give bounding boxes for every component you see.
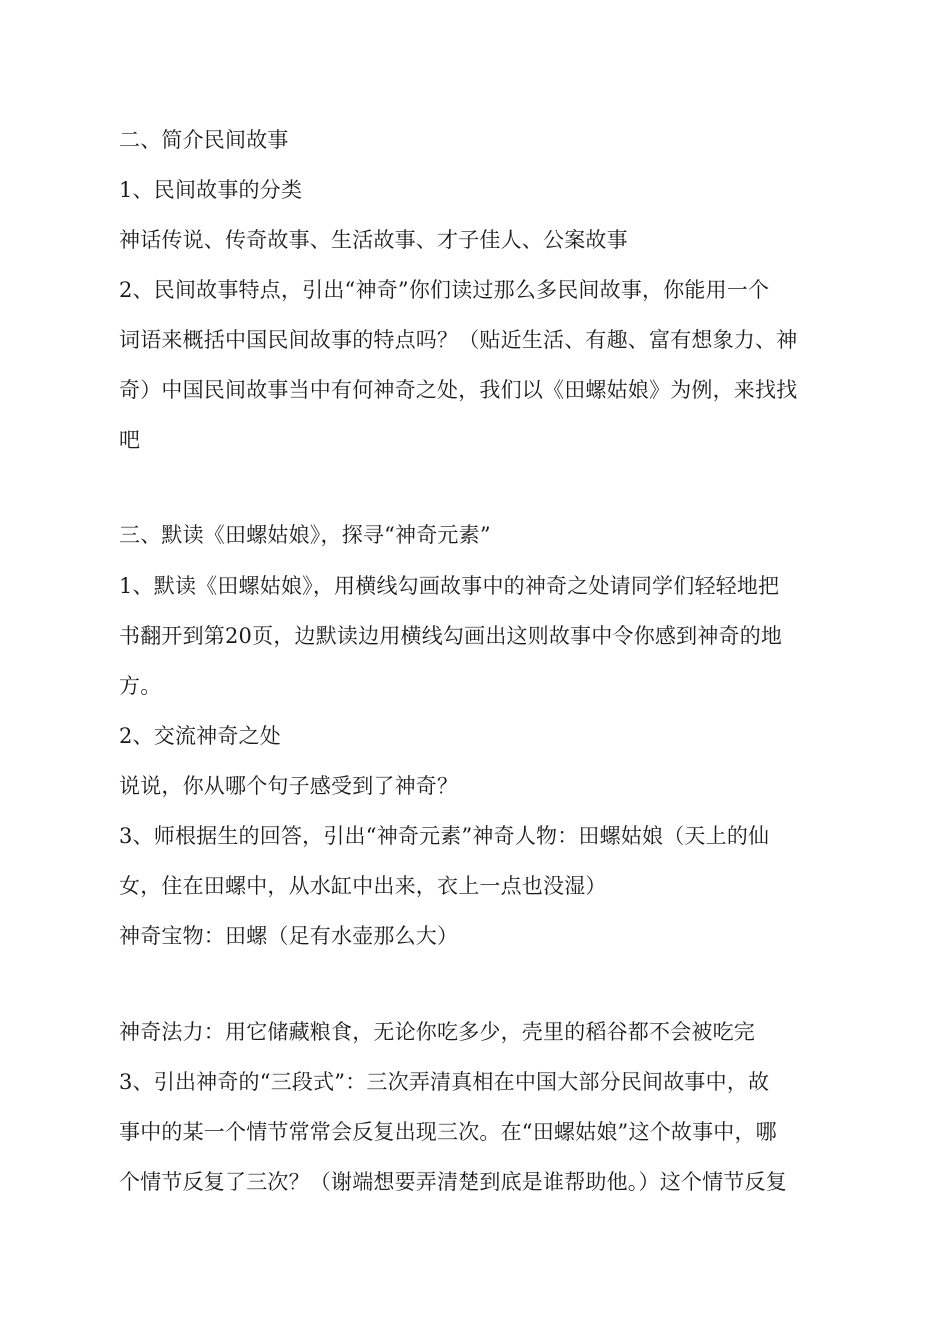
paragraph-line: 事中的某一个情节常常会反复出现三次。在“田螺姑娘”这个故事中，哪: [119, 1120, 777, 1144]
paragraph-line: 神奇宝物：田螺（足有水壶那么大）: [119, 924, 459, 948]
paragraph-line: 3、引出神奇的“三段式”：三次弄清真相在中国大部分民间故事中，故: [119, 1070, 770, 1094]
paragraph-line: 2、民间故事特点，引出“神奇”你们读过那么多民间故事，你能用一个: [119, 278, 770, 302]
section-heading-2: 二、简介民间故事: [119, 128, 289, 152]
paragraph-line: 说说，你从哪个句子感受到了神奇？: [119, 774, 459, 798]
paragraph-line: 奇）中国民间故事当中有何神奇之处，我们以《田螺姑娘》为例，来找找: [119, 378, 798, 402]
paragraph-line: 个情节反复了三次？（谢端想要弄清楚到底是谁帮助他。）这个情节反复: [119, 1170, 787, 1194]
paragraph-line: 方。: [119, 674, 162, 698]
paragraph-line: 词语来概括中国民间故事的特点吗？（贴近生活、有趣、富有想象力、神: [119, 328, 798, 352]
paragraph-line: 神话传说、传奇故事、生活故事、才子佳人、公案故事: [119, 228, 628, 252]
subheading-classification: 1、民间故事的分类: [119, 178, 303, 202]
paragraph-line: 神奇法力：用它储藏粮食，无论你吃多少，壳里的稻谷都不会被吃完: [119, 1020, 755, 1044]
section-heading-3: 三、默读《田螺姑娘》，探寻“神奇元素”: [119, 523, 491, 547]
paragraph-line: 女，住在田螺中，从水缸中出来，衣上一点也没湿）: [119, 874, 607, 898]
paragraph-line: 吧: [119, 428, 141, 452]
paragraph-line: 1、默读《田螺姑娘》，用横线勾画故事中的神奇之处请同学们轻轻地把: [119, 574, 780, 598]
subheading-exchange: 2、交流神奇之处: [119, 724, 281, 748]
paragraph-line: 书翻开到第20页，边默读边用横线勾画出这则故事中令你感到神奇的地: [119, 624, 783, 648]
paragraph-line: 3、师根据生的回答，引出“神奇元素”神奇人物：田螺姑娘（天上的仙: [119, 824, 770, 848]
